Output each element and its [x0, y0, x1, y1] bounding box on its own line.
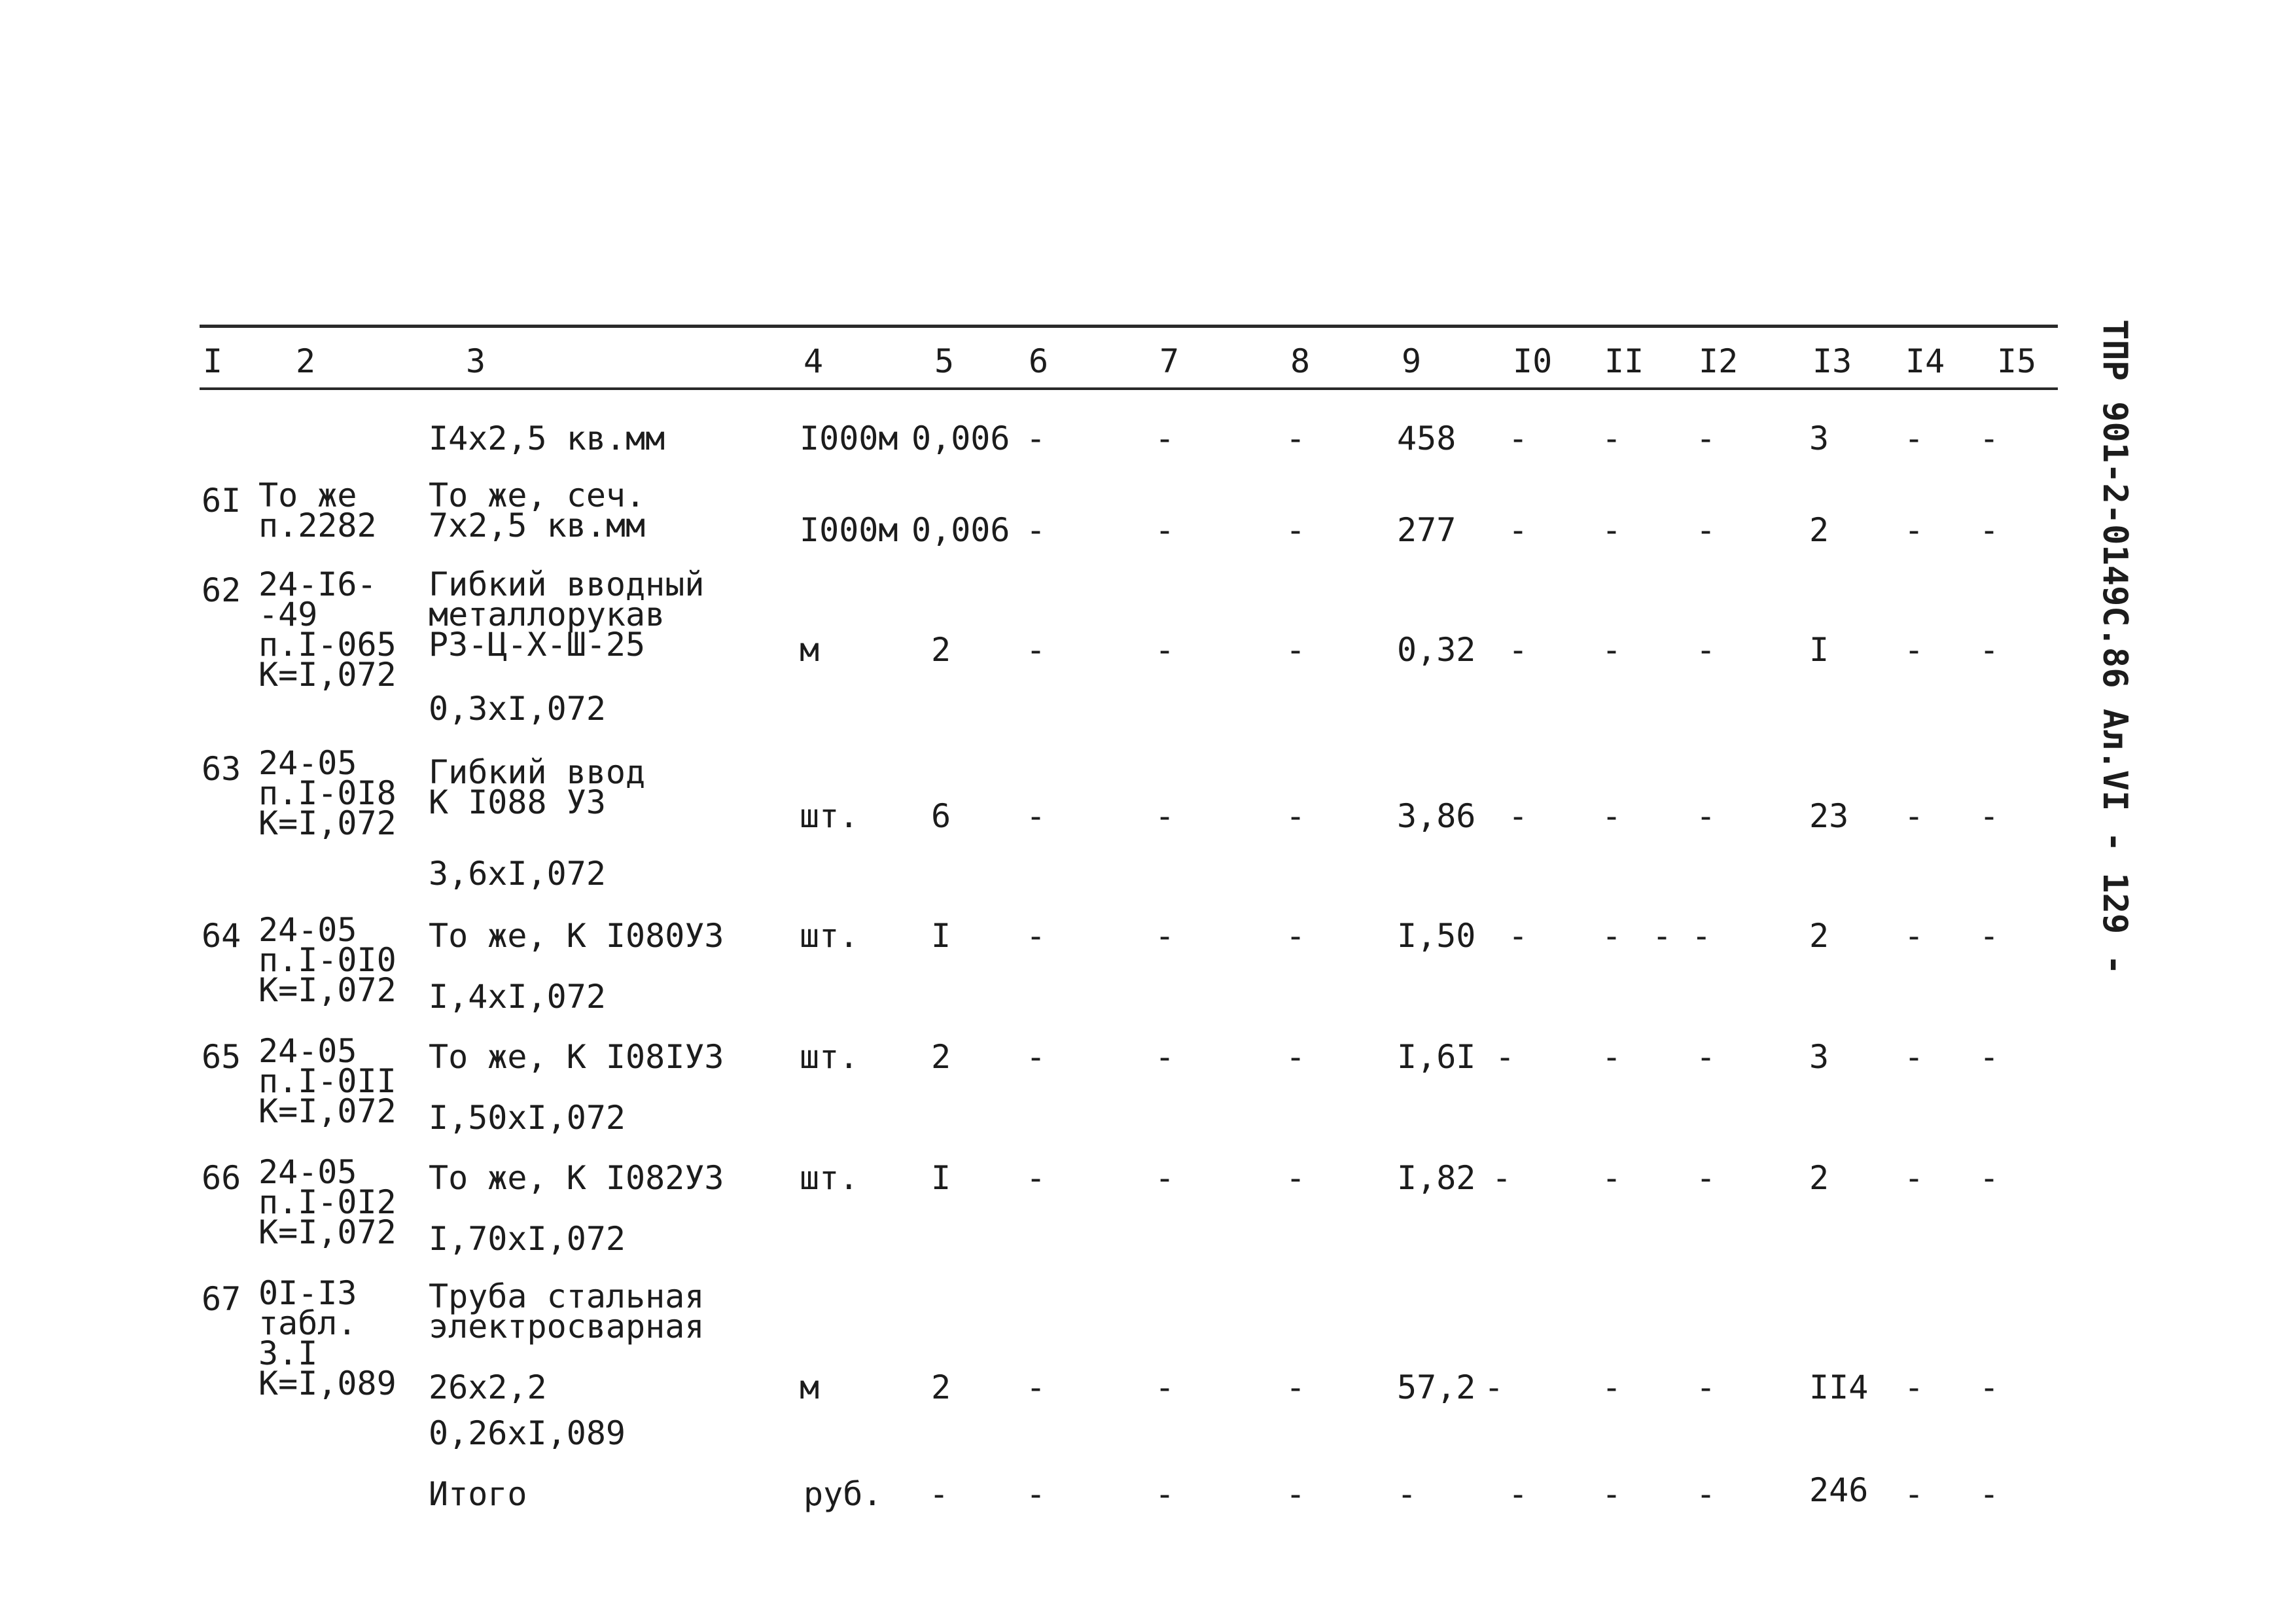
cell-col11: -: [1602, 631, 1622, 669]
cell-row-number: 65: [202, 1038, 241, 1076]
cell-col15: -: [1979, 631, 2000, 669]
cell-description: Гибкий ввод К I088 УЗ: [429, 753, 646, 821]
cell-col14: -: [1904, 797, 1924, 835]
cell-description: То же, сеч. 7х2,5 кв.мм: [429, 476, 646, 544]
cell-col7: -: [1155, 1368, 1175, 1406]
cell-col10: -: [1508, 419, 1528, 457]
cell-description-calc: I,4хI,072: [429, 978, 606, 1016]
cell-col13: 23: [1809, 797, 1849, 835]
cell-col7: -: [1155, 1475, 1175, 1513]
cell-col10: -: [1508, 797, 1528, 835]
cell-row-number: 6I: [202, 482, 241, 520]
cell-col14: -: [1904, 1159, 1924, 1197]
cell-description-calc: I,50хI,072: [429, 1099, 626, 1137]
cell-col15: -: [1979, 1159, 2000, 1197]
cell-description: То же, К I08IУЗ: [429, 1038, 724, 1076]
cell-col10: -: [1495, 1038, 1515, 1076]
cell-col11: -: [1602, 419, 1622, 457]
cell-code: 0I-I3 табл. 3.I К=I,089: [258, 1274, 397, 1402]
cell-col8: -: [1286, 1368, 1306, 1406]
cell-col5: I: [931, 1159, 951, 1197]
cell-col12: -: [1696, 1368, 1716, 1406]
cell-col7: -: [1155, 419, 1175, 457]
cell-col11: -: [1602, 1368, 1622, 1406]
cell-col12: -: [1696, 797, 1716, 835]
cell-col7: -: [1155, 511, 1175, 549]
cell-col12: -: [1696, 631, 1716, 669]
cell-description: То же, К I080УЗ: [429, 917, 724, 955]
cell-col13: I: [1809, 631, 1829, 669]
cell-col10: -: [1508, 917, 1528, 955]
cell-unit: I000м: [800, 511, 898, 549]
cell-col5: 6: [931, 797, 951, 835]
cell-col12: -: [1696, 511, 1716, 549]
cell-col11: -: [1602, 917, 1622, 955]
cell-col9: 0,32: [1397, 631, 1476, 669]
cell-description: I4х2,5 кв.мм: [429, 419, 665, 457]
cell-col12: -: [1696, 419, 1716, 457]
cell-description-calc: 0,3хI,072: [429, 690, 606, 728]
cell-col5: 2: [931, 1368, 951, 1406]
cell-col9: I,82: [1397, 1159, 1476, 1197]
cell-code: 24-05 п.I-0I2 К=I,072: [258, 1153, 397, 1251]
cell-row-number: 66: [202, 1159, 241, 1197]
cell-unit: шт.: [800, 797, 859, 835]
cell-unit: м: [800, 631, 820, 669]
cell-col6: -: [1026, 1475, 1046, 1513]
table-top-rule: [200, 325, 2058, 328]
cell-col8: -: [1286, 1475, 1306, 1513]
col-header-9: 9: [1402, 342, 1422, 380]
cell-col11: -: [1602, 1475, 1622, 1513]
cell-col15: -: [1979, 1475, 2000, 1513]
cell-col6: -: [1026, 419, 1046, 457]
cell-code: 24-05 п.I-0I0 К=I,072: [258, 911, 397, 1009]
cell-col6: -: [1026, 797, 1046, 835]
cell-code: 24-05 п.I-0II К=I,072: [258, 1032, 397, 1130]
cell-col15: -: [1979, 797, 2000, 835]
col-header-12: I2: [1699, 342, 1739, 380]
cell-row-number: 63: [202, 750, 241, 788]
cell-col13: 246: [1809, 1471, 1869, 1509]
cell-col9: 57,2: [1397, 1368, 1476, 1406]
cell-col8: -: [1286, 419, 1306, 457]
cell-col10: -: [1508, 1475, 1528, 1513]
cell-description-size: 26х2,2: [429, 1368, 547, 1406]
cell-description: Труба стальная электросварная: [429, 1277, 705, 1346]
cell-row-number: 62: [202, 571, 241, 609]
cell-col8: -: [1286, 797, 1306, 835]
cell-unit: руб.: [804, 1475, 883, 1513]
col-header-14: I4: [1905, 342, 1945, 380]
cell-col12: - -: [1652, 917, 1712, 955]
cell-col9: 3,86: [1397, 797, 1476, 835]
cell-col14: -: [1904, 1038, 1924, 1076]
cell-col12: -: [1696, 1475, 1716, 1513]
col-header-15: I5: [1997, 342, 2037, 380]
col-header-7: 7: [1159, 342, 1180, 380]
cell-col8: -: [1286, 1038, 1306, 1076]
cell-col10: -: [1508, 511, 1528, 549]
cell-col12: -: [1696, 1159, 1716, 1197]
cell-col8: -: [1286, 1159, 1306, 1197]
cell-unit: I000м: [800, 419, 898, 457]
cell-col8: -: [1286, 631, 1306, 669]
cell-col8: -: [1286, 917, 1306, 955]
cell-col9: I,6I: [1397, 1038, 1476, 1076]
cell-description: Итого: [429, 1475, 527, 1513]
col-header-1: I: [203, 342, 223, 380]
cell-col9: I,50: [1397, 917, 1476, 955]
cell-col12: -: [1696, 1038, 1716, 1076]
cell-unit: шт.: [800, 1038, 859, 1076]
cell-col11: -: [1602, 1159, 1622, 1197]
cell-col7: -: [1155, 917, 1175, 955]
cell-col14: -: [1904, 419, 1924, 457]
cell-col5: 2: [931, 631, 951, 669]
cell-col15: -: [1979, 419, 2000, 457]
col-header-6: 6: [1029, 342, 1049, 380]
cell-col6: -: [1026, 511, 1046, 549]
cell-col5: 0,006: [911, 419, 1010, 457]
cell-col13: 3: [1809, 419, 1829, 457]
cell-col7: -: [1155, 1159, 1175, 1197]
cell-row-number: 64: [202, 917, 241, 955]
cell-col6: -: [1026, 631, 1046, 669]
col-header-5: 5: [934, 342, 955, 380]
cell-col10: -: [1492, 1159, 1512, 1197]
cell-col5: -: [929, 1475, 949, 1513]
col-header-8: 8: [1290, 342, 1311, 380]
cell-col6: -: [1026, 917, 1046, 955]
cell-description-calc: 3,6хI,072: [429, 855, 606, 893]
cell-col14: -: [1904, 1475, 1924, 1513]
cell-code: То же п.2282: [258, 476, 377, 544]
col-header-3: 3: [466, 342, 486, 380]
cell-col15: -: [1979, 1368, 2000, 1406]
cell-unit: м: [800, 1368, 820, 1406]
col-header-11: II: [1604, 342, 1644, 380]
cell-col10: -: [1484, 1368, 1504, 1406]
cell-col15: -: [1979, 917, 2000, 955]
cell-unit: шт.: [800, 1159, 859, 1197]
col-header-4: 4: [804, 342, 824, 380]
cell-col13: 2: [1809, 1159, 1829, 1197]
cell-col5: I: [931, 917, 951, 955]
cell-col9: 458: [1397, 419, 1457, 457]
cell-col11: -: [1602, 511, 1622, 549]
cell-description: То же, К I082УЗ: [429, 1159, 724, 1197]
cell-col13: 2: [1809, 511, 1829, 549]
cell-col7: -: [1155, 1038, 1175, 1076]
cell-col14: -: [1904, 1368, 1924, 1406]
cell-col8: -: [1286, 511, 1306, 549]
cell-col6: -: [1026, 1038, 1046, 1076]
col-header-10: I0: [1513, 342, 1553, 380]
cell-col14: -: [1904, 511, 1924, 549]
cell-unit: шт.: [800, 917, 859, 955]
col-header-2: 2: [296, 342, 316, 380]
cell-col11: -: [1602, 1038, 1622, 1076]
cell-col6: -: [1026, 1368, 1046, 1406]
cell-col5: 2: [931, 1038, 951, 1076]
cell-col14: -: [1904, 917, 1924, 955]
cell-col5: 0,006: [911, 511, 1010, 549]
cell-col11: -: [1602, 797, 1622, 835]
cell-col13: 3: [1809, 1038, 1829, 1076]
header-bottom-rule: [200, 387, 2058, 390]
cell-code: 24-05 п.I-0I8 К=I,072: [258, 744, 397, 842]
cell-col9: 277: [1397, 511, 1457, 549]
cell-description-calc: 0,26хI,089: [429, 1414, 626, 1452]
cell-col7: -: [1155, 631, 1175, 669]
cell-col9: -: [1397, 1475, 1417, 1513]
cell-code: 24-I6- -49 п.I-065 К=I,072: [258, 565, 397, 694]
cell-description-calc: I,70хI,072: [429, 1220, 626, 1258]
cell-col14: -: [1904, 631, 1924, 669]
cell-col10: -: [1508, 631, 1528, 669]
cell-col15: -: [1979, 511, 2000, 549]
cell-col13: II4: [1809, 1368, 1869, 1406]
cell-col6: -: [1026, 1159, 1046, 1197]
col-header-13: I3: [1812, 342, 1852, 380]
cell-col15: -: [1979, 1038, 2000, 1076]
cell-row-number: 67: [202, 1280, 241, 1318]
side-document-code: ТПР 901-2-0149С.86 Ал.VI - 129 -: [2095, 319, 2134, 975]
cell-description: Гибкий вводный металлорукав РЗ-Ц-Х-Ш-25: [429, 565, 705, 664]
cell-col7: -: [1155, 797, 1175, 835]
cell-col13: 2: [1809, 917, 1829, 955]
